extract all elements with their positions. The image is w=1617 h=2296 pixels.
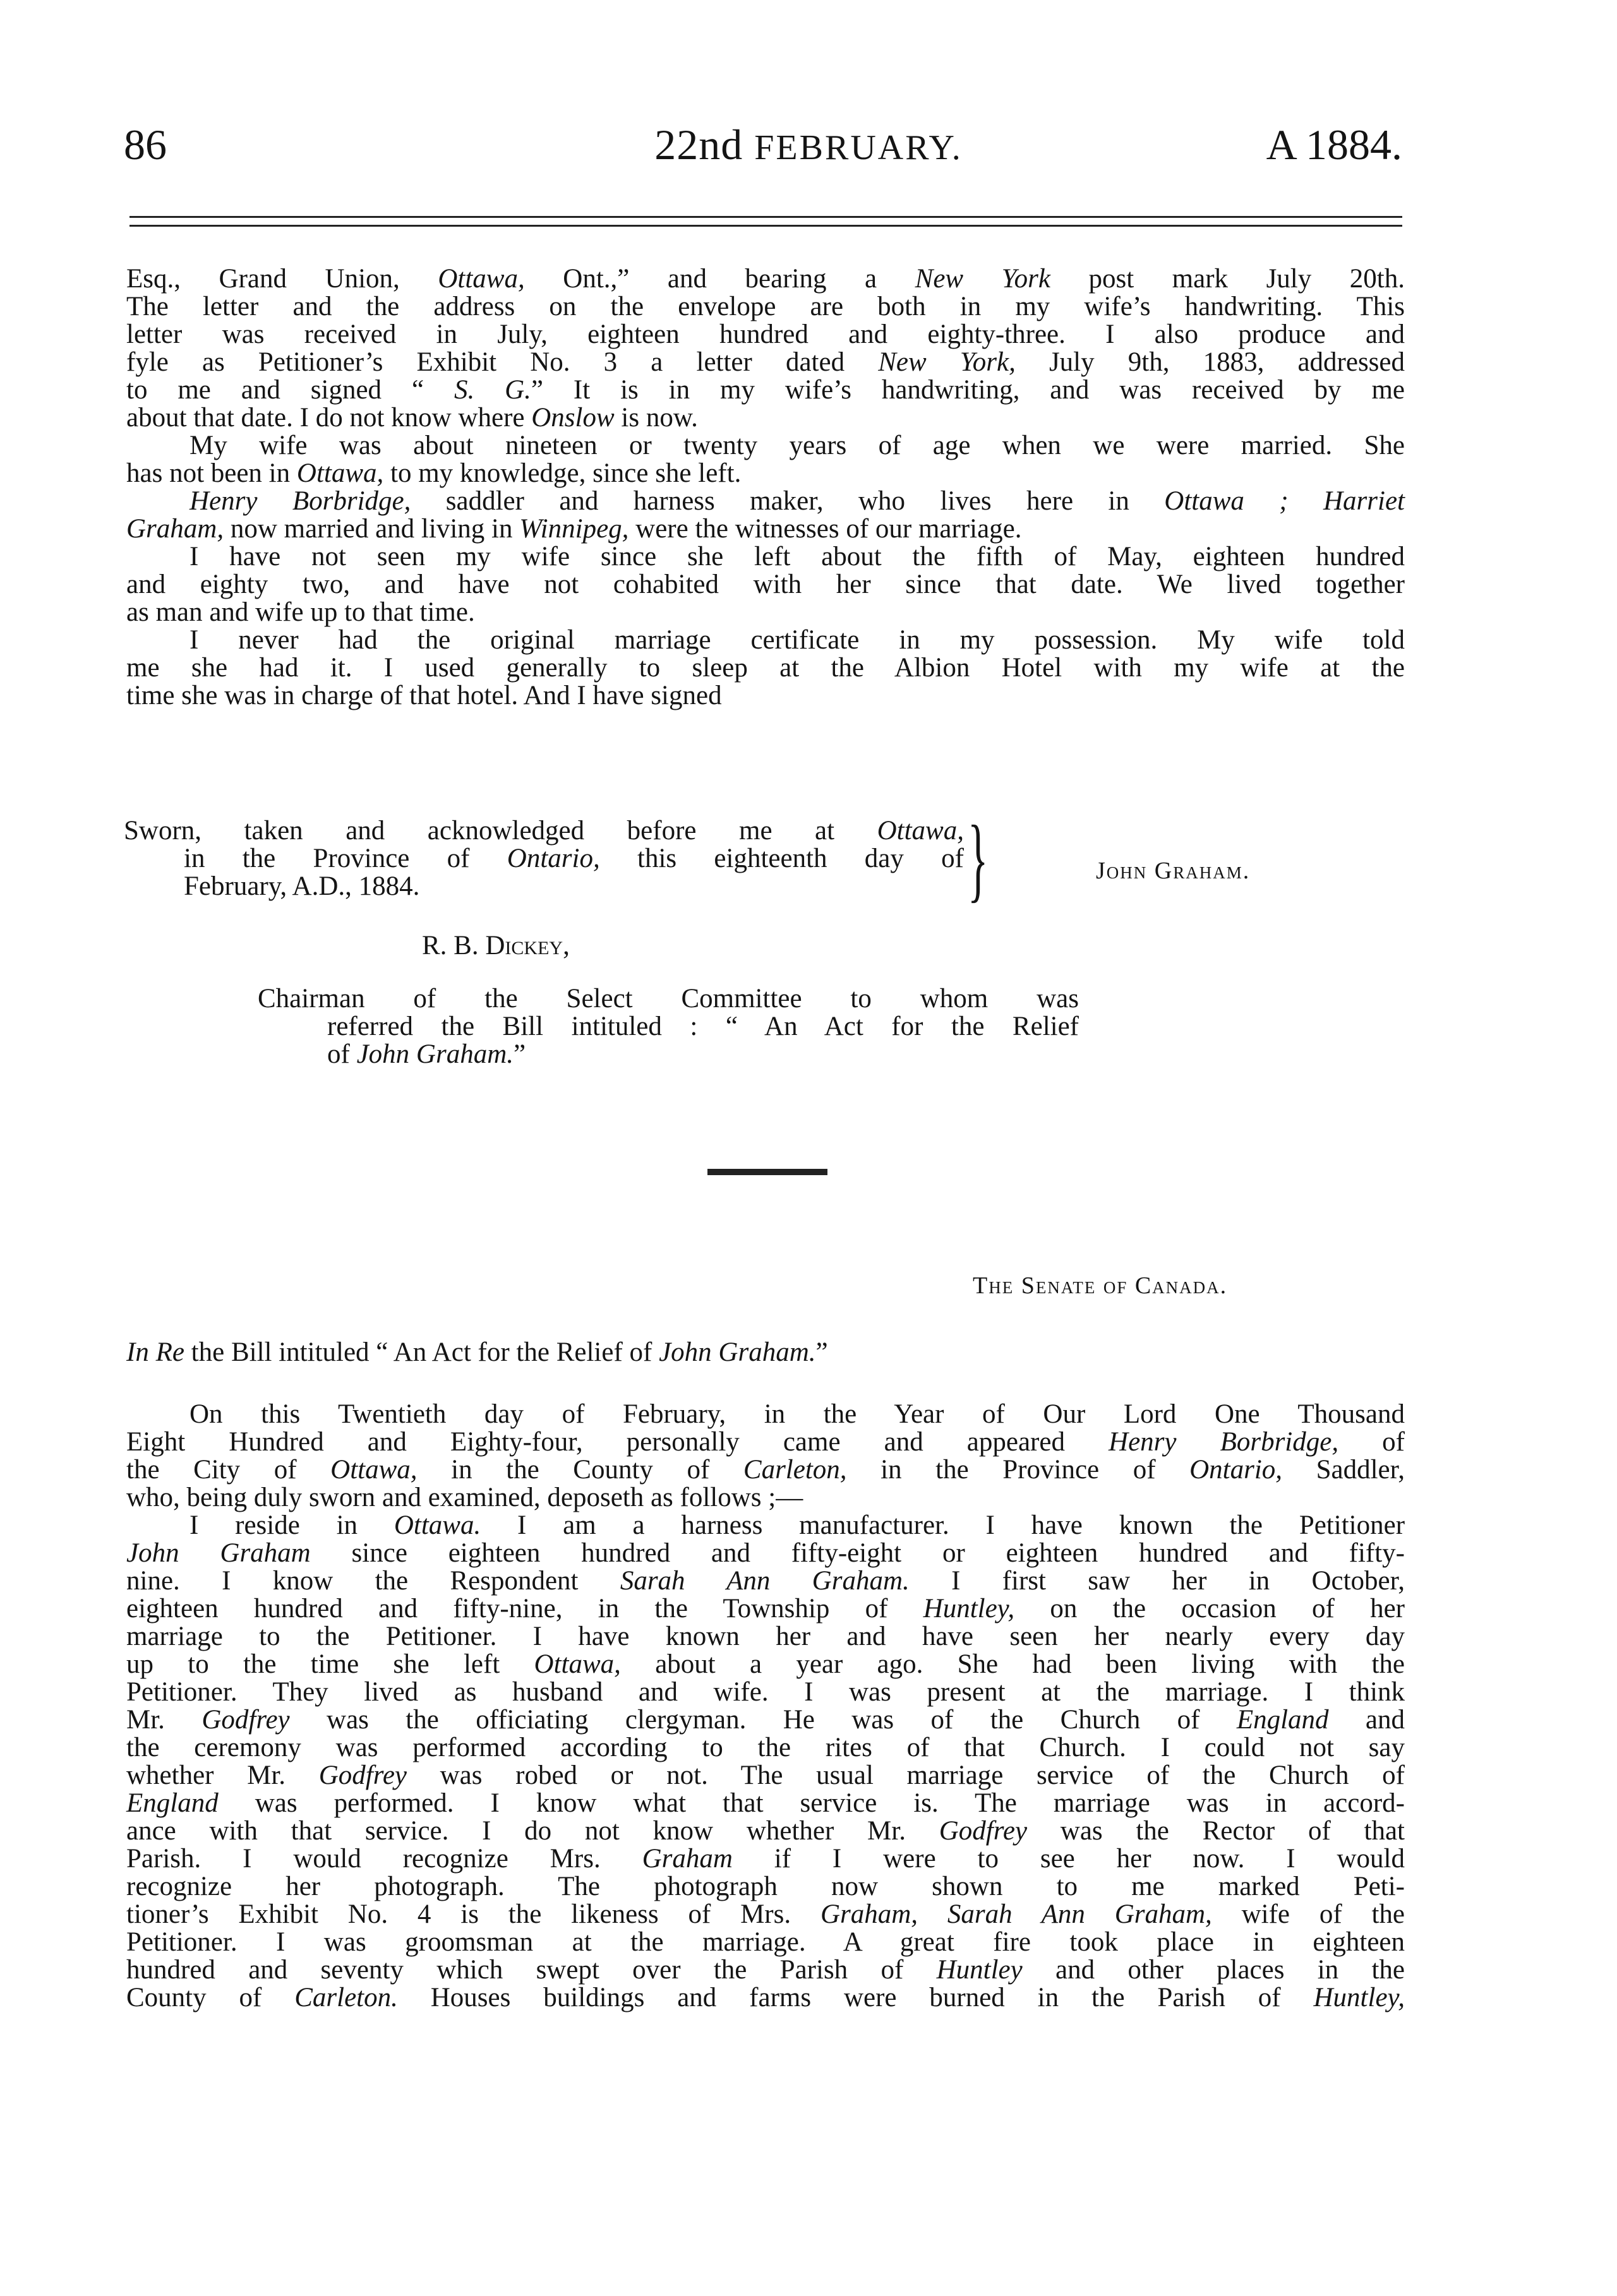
text-line: Eight Hundred and Eighty-four, personally came and appeared Henry Borbridge, of xyxy=(126,1427,1405,1457)
text-line: has not been in Ottawa, to my knowledge, since she left. xyxy=(126,458,742,488)
text-line: me she had it. I used generally to sleep at the Albion Hotel with my wife at the xyxy=(126,653,1405,683)
graham-testimony-continued xyxy=(126,265,1405,710)
text-line: up to the time she left Ottawa, about a year ago. She had been living with the xyxy=(126,1649,1405,1679)
chairman-name: R. B. Dickey, xyxy=(422,931,570,960)
text-line: John Graham since eighteen hundred and fifty-eight or eighteen hundred and fifty- xyxy=(126,1538,1405,1568)
text-line: February, A.D., 1884. xyxy=(184,871,420,901)
header-rule-top xyxy=(129,216,1402,218)
text-line: marriage to the Petitioner. I have known her and have seen her nearly every day xyxy=(126,1622,1405,1651)
brace: } xyxy=(968,806,989,911)
signature-john-graham: John Graham. xyxy=(1096,858,1251,884)
text-line: ance with that service. I do not know whether Mr. Godfrey was the Rector of that xyxy=(126,1816,1405,1846)
text-line: Parish. I would recognize Mrs. Graham if I were to see her now. I would xyxy=(126,1844,1405,1874)
text-line: Petitioner. I was groomsman at the marriage. A great fire took place in eighteen xyxy=(126,1927,1405,1957)
header-rule-bottom xyxy=(129,225,1402,227)
text-line: Chairman of the Select Committee to whom was xyxy=(258,984,1079,1013)
text-line: as man and wife up to that time. xyxy=(126,597,475,627)
text-line: to me and signed “ S. G.” It is in my wife’s handwriting, and was received by me xyxy=(126,375,1405,405)
text-line: fyle as Petitioner’s Exhibit No. 3 a letter dated New York, July 9th, 1883, addressed xyxy=(126,347,1405,377)
text-line: Petitioner. They lived as husband and wife. I was present at the marriage. I think xyxy=(126,1677,1405,1707)
text-line: Sworn, taken and acknowledged before me at Ottawa, xyxy=(124,816,964,846)
text-line: time she was in charge of that hotel. And I have signed xyxy=(126,681,722,710)
text-line: nine. I know the Respondent Sarah Ann Graham. I first saw her in October, xyxy=(126,1566,1405,1596)
year-header: A 1884. xyxy=(1266,121,1402,169)
text-line: Henry Borbridge, saddler and harness maker, who lives here in Ottawa ; Harriet xyxy=(189,486,1405,516)
text-line: My wife was about nineteen or twenty years of age when we were married. She xyxy=(189,431,1405,460)
text-line: Mr. Godfrey was the officiating clergyman. He was of the Church of England and xyxy=(126,1705,1405,1735)
text-line: Esq., Grand Union, Ottawa, Ont.,” and bearing a New York post mark July 20th. xyxy=(126,264,1405,294)
text-line: and eighty two, and have not cohabited with her since that date. We lived together xyxy=(126,570,1405,599)
text-line: recognize her photograph. The photograph now shown to me marked Peti- xyxy=(126,1872,1405,1901)
text-line: the City of Ottawa, in the County of Carleton, in the Province of Ontario, Saddler, xyxy=(126,1455,1405,1485)
text-line: On this Twentieth day of February, in the Year of Our Lord One Thousand xyxy=(189,1399,1405,1429)
text-line: whether Mr. Godfrey was robed or not. The usual marriage service of the Church of xyxy=(126,1761,1405,1790)
text-line: hundred and seventy which swept over the Parish of Huntley and other places in the xyxy=(126,1955,1405,1985)
date-month: FEBRUARY. xyxy=(754,128,963,167)
chairman-title xyxy=(258,985,1079,1068)
in-re-line: In Re the Bill intituled “ An Act for the Relief of John Graham.” xyxy=(126,1337,828,1367)
sworn-statement xyxy=(124,817,964,900)
text-line: England was performed. I know what that service is. The marriage was in accord- xyxy=(126,1788,1405,1818)
page-number: 86 xyxy=(124,121,167,169)
text-line: in the Province of Ontario, this eighteenth day of xyxy=(184,844,964,873)
text-line: I never had the original marriage certificate in my possession. My wife told xyxy=(189,625,1405,655)
text-line: referred the Bill intituled : “ An Act for the Relief xyxy=(327,1012,1079,1041)
text-line: The letter and the address on the envelope are both in my wife’s handwriting. This xyxy=(126,292,1405,321)
borbridge-deposition xyxy=(126,1401,1405,2012)
text-line: tioner’s Exhibit No. 4 is the likeness of Mrs. Graham, Sarah Ann Graham, wife of the xyxy=(126,1899,1405,1929)
text-line: the ceremony was performed according to the rites of that Church. I could not say xyxy=(126,1733,1405,1762)
text-line: I have not seen my wife since she left about the fifth of May, eighteen hundred xyxy=(189,542,1405,571)
text-line: I reside in Ottawa. I am a harness manufacturer. I have known the Petitioner xyxy=(189,1510,1405,1540)
text-line: County of Carleton. Houses buildings and farms were burned in the Parish of Huntley, xyxy=(126,1983,1405,2012)
text-line: eighteen hundred and fifty-nine, in the Township of Huntley, on the occasion of her xyxy=(126,1594,1405,1623)
section-divider xyxy=(707,1169,827,1175)
text-line: about that date. I do not know where Onslow is now. xyxy=(126,403,698,433)
text-line: who, being duly sworn and examined, deposeth as follows ;— xyxy=(126,1483,803,1512)
senate-heading: The Senate of Canada. xyxy=(973,1272,1228,1299)
date-day: 22nd xyxy=(654,121,743,169)
text-line: of John Graham.” xyxy=(327,1039,526,1069)
text-line: letter was received in July, eighteen hundred and eighty-three. I also produce and xyxy=(126,320,1405,349)
text-line: Graham, now married and living in Winnipeg, were the witnesses of our marriage. xyxy=(126,514,1022,544)
